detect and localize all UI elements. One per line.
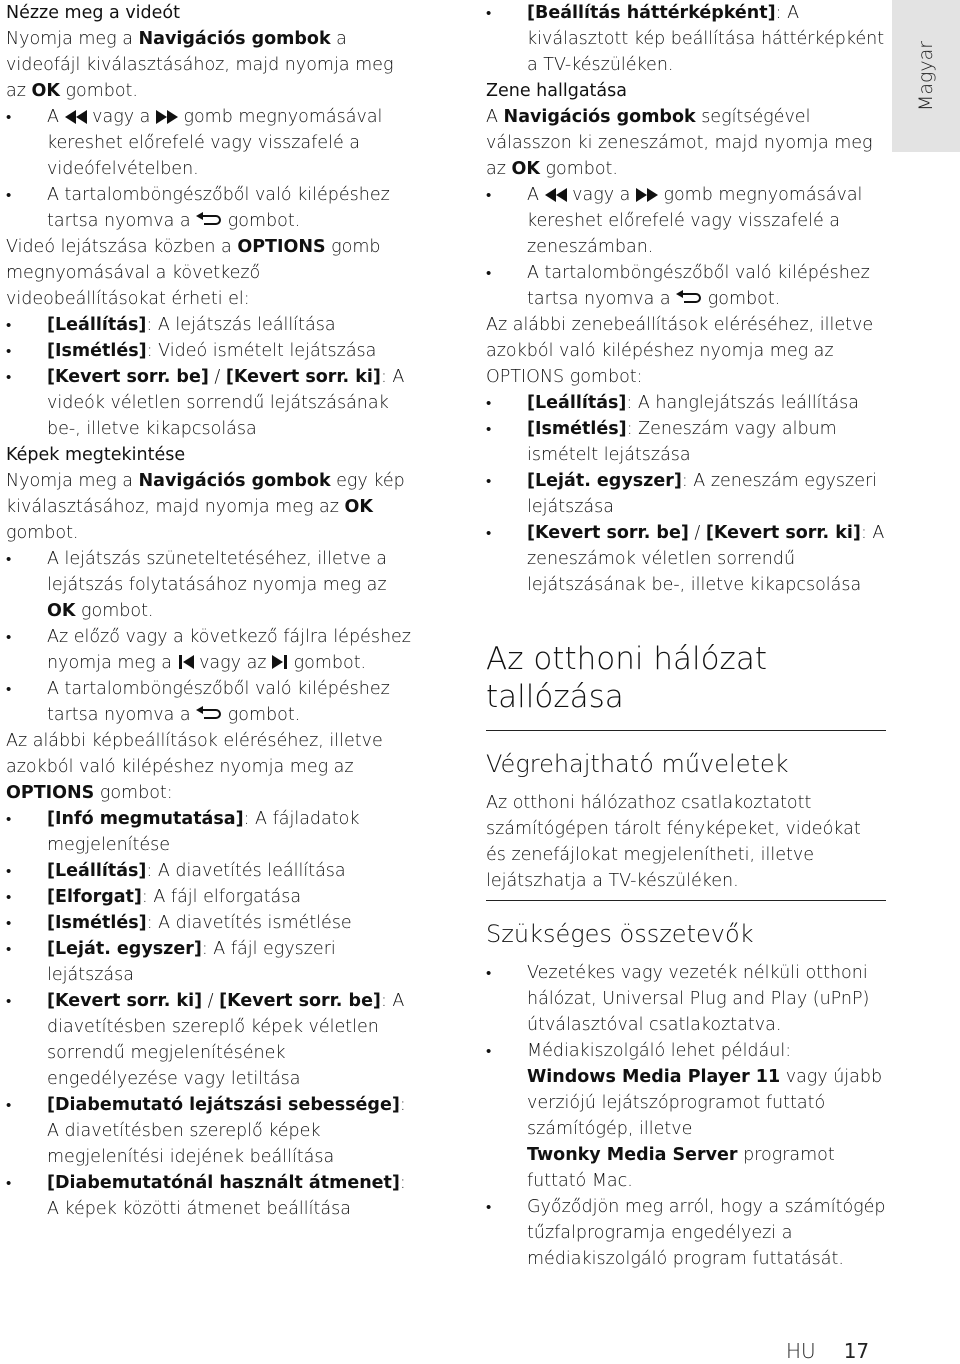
subsection-title-requirements: Szükséges összetevők — [486, 920, 754, 948]
requirements-list — [486, 960, 886, 1272]
subsection-title-actions: Végrehajtható műveletek — [486, 750, 789, 778]
video-options — [6, 312, 416, 442]
music-intro: A Navigációs gombok segítségével válasszon ki zeneszámot, majd nyomja meg az OK gombot. — [486, 107, 873, 179]
photo-bullets — [6, 546, 416, 728]
background-option — [486, 0, 886, 78]
music-bullets — [486, 182, 886, 312]
actions-text: Az otthoni hálózathoz csatlakoztatott számítógépen tárolt fényképeket, videókat és zenefájlokat megjelenítheti, illetve lejátszhatja a TV-készüléken. — [486, 790, 886, 901]
next-icon — [272, 654, 288, 670]
music-options — [486, 390, 886, 598]
list-item: • [Leállítás]: A diavetítés leállítása — [6, 858, 416, 884]
section-title: Az otthoni hálózat tallózása — [486, 640, 886, 731]
music-heading: Zene hallgatása — [486, 81, 627, 101]
list-item: • A lejátszás szüneteltetéséhez, illetve a lejátszás folytatásához nyomja meg az OK gombot. — [6, 546, 416, 624]
music-options-intro: Az alábbi zenebeállítások eléréséhez, illetve azokból való kilépéshez nyomja meg az OPTIONS gombot: — [486, 315, 874, 387]
list-item: • [Kevert sorr. be] / [Kevert sorr. ki]: A videók véletlen sorrendű lejátszásának be-, illetve kikapcsolása — [6, 364, 416, 442]
list-item: • Médiakiszolgáló lehet például: Windows Media Player 11 vagy újabb verziójú lejátszóprogramot futtató számítógép, illetve Twonky Media Server programot futtató Mac. — [486, 1038, 886, 1194]
list-item: • [Leállítás]: A hanglejátszás leállítása — [486, 390, 886, 416]
list-item: • [Kevert sorr. ki] / [Kevert sorr. be]: A diavetítésben szereplő képek véletlen sorrendű megjelenítésének engedélyezése vagy letiltása — [6, 988, 416, 1092]
right-column — [486, 0, 886, 1272]
video-heading: Nézze meg a videót — [6, 3, 180, 23]
fast-forward-icon — [156, 110, 178, 124]
page-footer — [786, 1338, 869, 1364]
fast-forward-icon — [636, 188, 658, 202]
list-item: • [Diabemutató lejátszási sebessége]: A diavetítésben szereplő képek megjelenítési idejének beállítása — [6, 1092, 416, 1170]
photo-options — [6, 806, 416, 1222]
list-item: • [Elforgat]: A fájl elforgatása — [6, 884, 416, 910]
list-item: • A vagy a gomb megnyomásával kereshet előrefelé vagy visszafelé a videófelvételben. — [6, 104, 416, 182]
list-item: • A tartalomböngészőből való kilépéshez tartsa nyomva a gombot. — [6, 676, 416, 728]
back-arrow-icon — [676, 290, 702, 306]
list-item: • Győződjön meg arról, hogy a számítógép tűzfalprogramja engedélyezi a médiakiszolgáló program futtatását. — [486, 1194, 886, 1272]
list-item: • Vezetékes vagy vezeték nélküli otthoni hálózat, Universal Plug and Play (uPnP) útválasztóval csatlakoztatva. — [486, 960, 886, 1038]
list-item: • A tartalomböngészőből való kilépéshez tartsa nyomva a gombot. — [6, 182, 416, 234]
list-item: • A vagy a gomb megnyomásával kereshet előrefelé vagy visszafelé a zeneszámban. — [486, 182, 886, 260]
previous-icon — [178, 654, 194, 670]
options-intro: Videó lejátszása közben a OPTIONS gomb megnyomásával a következő videobeállításokat érheti el: — [6, 237, 381, 309]
video-intro: Nyomja meg a Navigációs gombok a videofájl kiválasztásához, majd nyomja meg az OK gombot. — [6, 29, 394, 101]
list-item: • [Ismétlés]: A diavetítés ismétlése — [6, 910, 416, 936]
footer-language: HU — [786, 1339, 816, 1363]
back-arrow-icon — [196, 212, 222, 228]
photo-heading: Képek megtekintése — [6, 445, 186, 465]
video-bullets — [6, 104, 416, 234]
photo-options-intro: Az alábbi képbeállítások eléréséhez, illetve azokból való kilépéshez nyomja meg az OPTIONS gombot: — [6, 731, 383, 803]
left-column — [6, 0, 416, 1222]
language-tab-label: Magyar — [915, 40, 937, 112]
rewind-icon — [545, 188, 567, 202]
list-item: • [Infó megmutatása]: A fájladatok megjelenítése — [6, 806, 416, 858]
list-item: • Az előző vagy a következő fájlra lépéshez nyomja meg a vagy az gombot. — [6, 624, 416, 676]
list-item: • [Leját. egyszer]: A fájl egyszeri lejátszása — [6, 936, 416, 988]
language-tab — [892, 0, 960, 152]
list-item: • [Kevert sorr. be] / [Kevert sorr. ki]: A zeneszámok véletlen sorrendű lejátszásának be-, illetve kikapcsolása — [486, 520, 886, 598]
photo-intro: Nyomja meg a Navigációs gombok egy kép kiválasztásához, majd nyomja meg az OK gombot. — [6, 471, 405, 543]
list-item: • [Ismétlés]: Zeneszám vagy album ismételt lejátszása — [486, 416, 886, 468]
list-item: • [Ismétlés]: Videó ismételt lejátszása — [6, 338, 416, 364]
list-item: • [Leját. egyszer]: A zeneszám egyszeri lejátszása — [486, 468, 886, 520]
list-item: • [Diabemutatónál használt átmenet]: A képek közötti átmenet beállítása — [6, 1170, 416, 1222]
back-arrow-icon — [196, 706, 222, 722]
rewind-icon — [65, 110, 87, 124]
page-number: 17 — [843, 1339, 870, 1363]
list-item: • A tartalomböngészőből való kilépéshez tartsa nyomva a gombot. — [486, 260, 886, 312]
list-item: • [Leállítás]: A lejátszás leállítása — [6, 312, 416, 338]
list-item: • [Beállítás háttérképként]: A kiválasztott kép beállítása háttérképként a TV-készüléken. — [486, 0, 886, 78]
